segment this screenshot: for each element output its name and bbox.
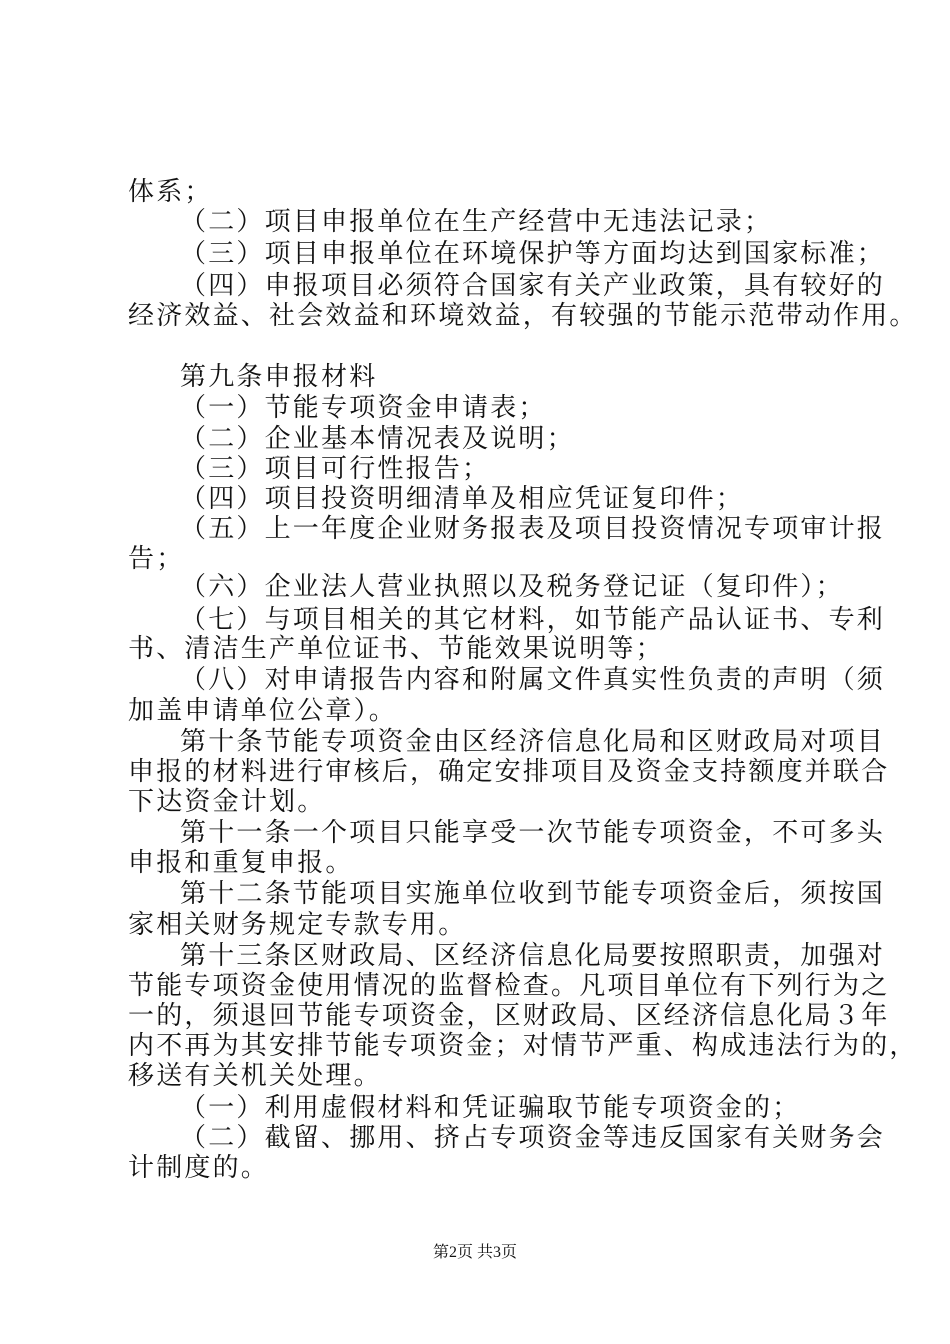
text-line: 计制度的。 — [128, 1153, 270, 1183]
text-line: 第十二条节能项目实施单位收到节能专项资金后，须按国 — [180, 879, 886, 909]
section-heading: 第九条申报材料 — [180, 362, 378, 392]
page-number-footer: 第2页 共3页 — [432, 1244, 517, 1261]
text-line: 申报和重复申报。 — [128, 848, 354, 878]
text-line: （二）截留、挪用、挤占专项资金等违反国家有关财务会 — [180, 1123, 886, 1153]
text-line: 申报的材料进行审核后，确定安排项目及资金支持额度并联合 — [128, 757, 890, 787]
text-line: （一）节能专项资金申请表； — [180, 393, 547, 423]
text-line: （六）企业法人营业执照以及税务登记证（复印件）； — [180, 572, 844, 602]
text-line: 经济效益、社会效益和环境效益，有较强的节能示范带动作用。 — [128, 301, 918, 331]
text-line: 一的，须退回节能专项资金，区财政局、区经济信息化局３年 — [128, 1001, 890, 1031]
text-line: （八）对申请报告内容和附属文件真实性负责的声明（须 — [180, 665, 886, 695]
text-line: 书、清洁生产单位证书、节能效果说明等； — [128, 634, 664, 664]
text-line: 体系； — [128, 177, 213, 207]
text-line: 移送有关机关处理。 — [128, 1061, 382, 1091]
text-line: （四）申报项目必须符合国家有关产业政策，具有较好的 — [180, 271, 886, 301]
text-line: （三）项目可行性报告； — [180, 454, 491, 484]
text-line: 告； — [128, 544, 185, 574]
text-line: （二）企业基本情况表及说明； — [180, 424, 575, 454]
text-line: 第十一条一个项目只能享受一次节能专项资金，不可多头 — [180, 818, 886, 848]
text-line: （七）与项目相关的其它材料，如节能产品认证书、专利 — [180, 605, 886, 635]
text-line: （三）项目申报单位在环境保护等方面均达到国家标准； — [180, 239, 886, 269]
text-line: 第十条节能专项资金由区经济信息化局和区财政局对项目 — [180, 727, 886, 757]
text-line: （五）上一年度企业财务报表及项目投资情况专项审计报 — [180, 514, 886, 544]
text-line: 加盖申请单位公章）。 — [128, 696, 398, 726]
text-line: 内不再为其安排节能专项资金；对情节严重、构成违法行为的， — [128, 1031, 918, 1061]
text-line: 节能专项资金使用情况的监督检查。凡项目单位有下列行为之 — [128, 971, 890, 1001]
text-line: （四）项目投资明细清单及相应凭证复印件； — [180, 484, 745, 514]
text-line: 第十三条区财政局、区经济信息化局要按照职责，加强对 — [180, 941, 886, 971]
text-line: （一）利用虚假材料和凭证骗取节能专项资金的； — [180, 1093, 801, 1123]
text-line: 家相关财务规定专款专用。 — [128, 910, 467, 940]
text-line: （二）项目申报单位在生产经营中无违法记录； — [180, 207, 773, 237]
text-line: 下达资金计划。 — [128, 787, 326, 817]
